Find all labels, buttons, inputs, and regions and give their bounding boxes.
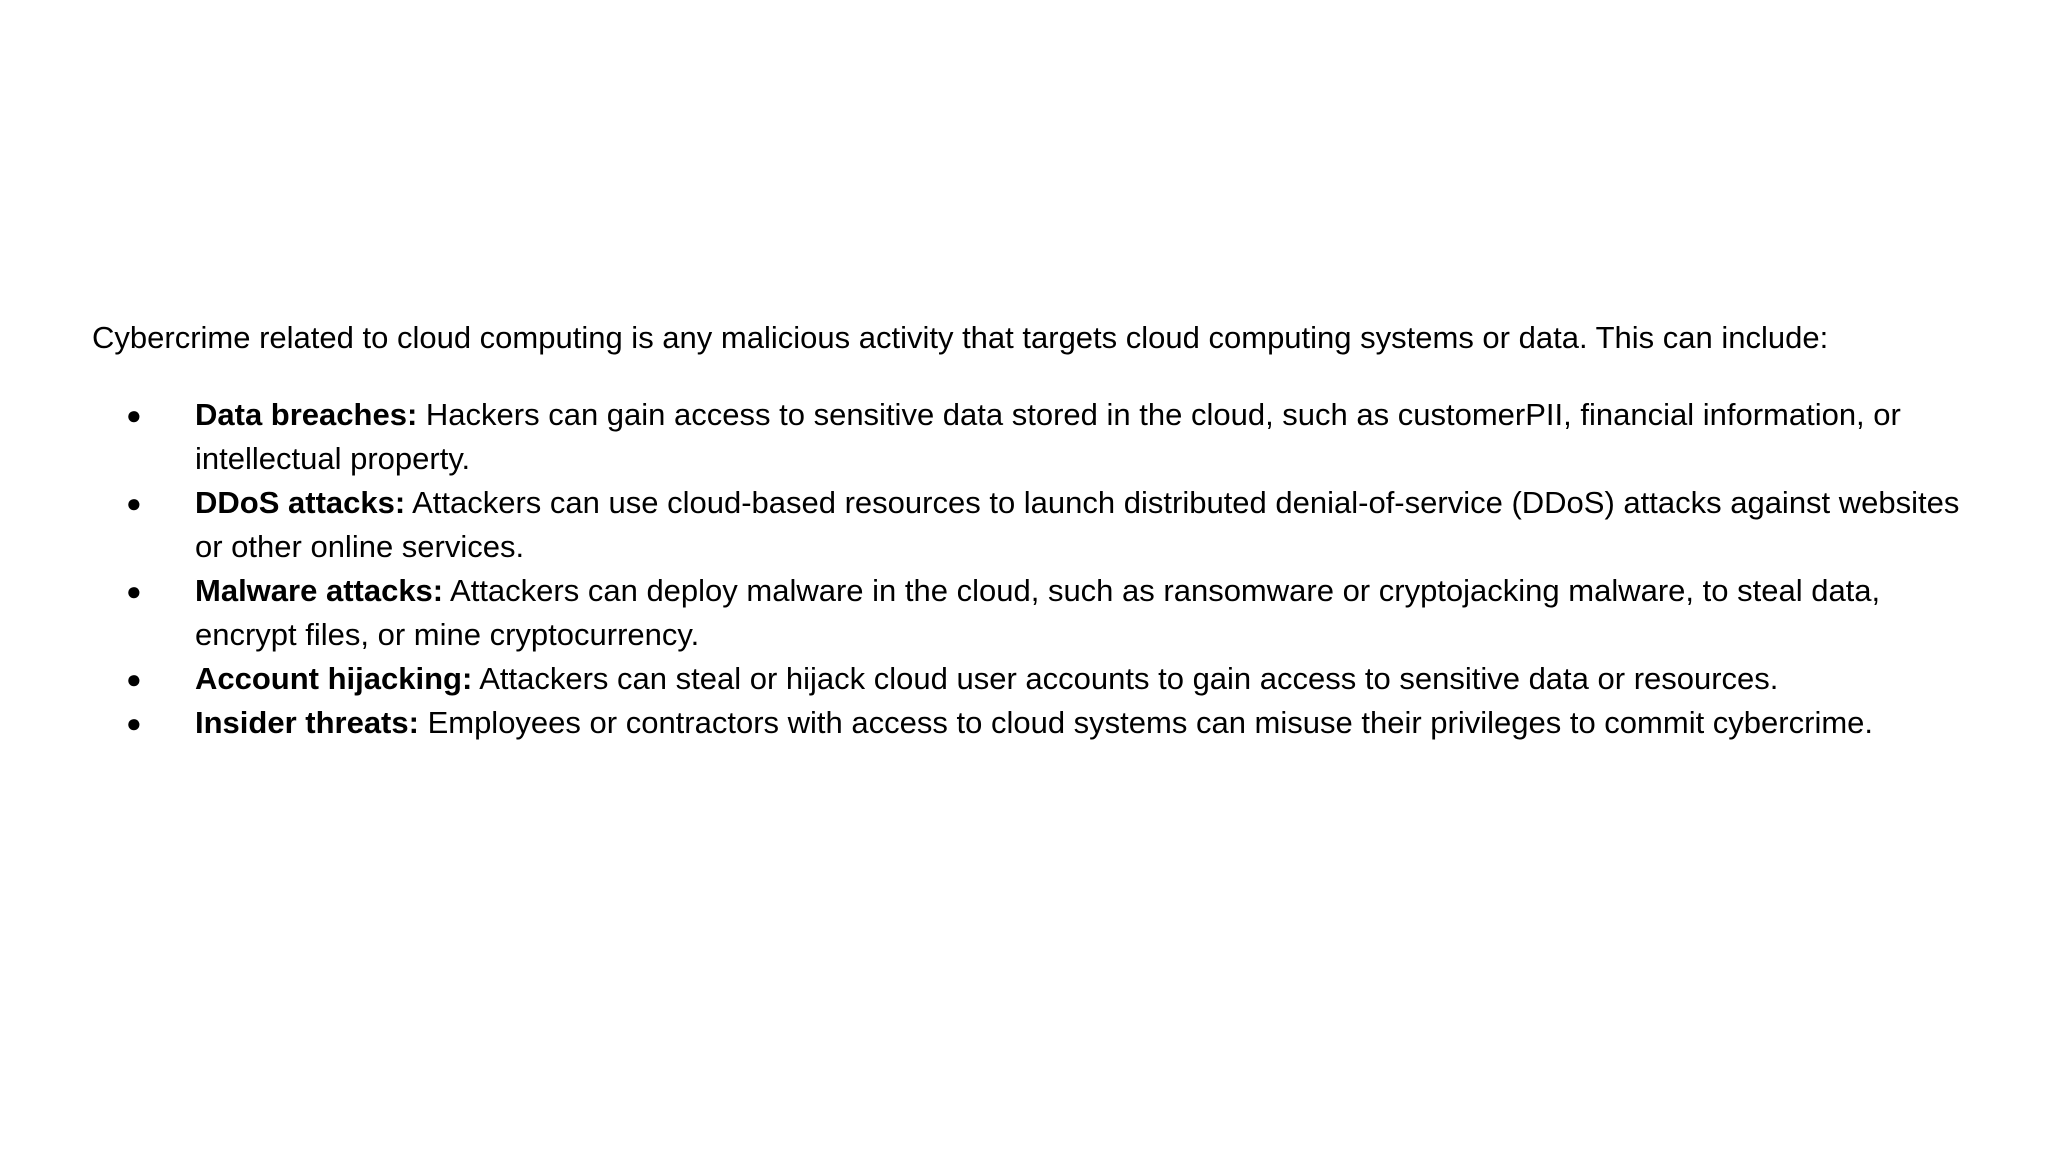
bullet-icon: ● [126, 664, 142, 694]
item-text: Employees or contractors with access to cloud systems can misuse their privileges to commit cybercrime. [418, 705, 1874, 740]
item-text: Attackers can use cloud-based resources to launch distributed denial-of-service (DDoS) attacks against websites or other online services. [195, 485, 1960, 564]
list-item-malware-attacks [92, 569, 1972, 657]
list-item-insider-threats [92, 701, 1972, 745]
bullet-icon: ● [126, 576, 142, 606]
slide-content [92, 316, 1972, 745]
bullet-list [92, 393, 1972, 745]
list-item-account-hijacking [92, 657, 1972, 701]
item-term: DDoS attacks: [195, 485, 406, 520]
bullet-icon: ● [126, 400, 142, 430]
bullet-icon: ● [126, 708, 142, 738]
item-text: Attackers can deploy malware in the cloud, such as ransomware or cryptojacking malware, to steal data, encrypt files, or mine cryptocurrency. [195, 573, 1881, 652]
list-item-data-breaches [92, 393, 1972, 481]
intro-paragraph: Cybercrime related to cloud computing is any malicious activity that targets cloud computing systems or data. This can include: [92, 320, 1829, 355]
item-text: Hackers can gain access to sensitive data stored in the cloud, such as customerPII, financial information, or intellectual property. [195, 397, 1901, 476]
item-text: Attackers can steal or hijack cloud user accounts to gain access to sensitive data or resources. [472, 661, 1779, 696]
item-term: Account hijacking: [195, 661, 473, 696]
item-term: Insider threats: [195, 705, 419, 740]
list-item-ddos-attacks [92, 481, 1972, 569]
item-term: Data breaches: [195, 397, 418, 432]
bullet-icon: ● [126, 488, 142, 518]
item-term: Malware attacks: [195, 573, 444, 608]
